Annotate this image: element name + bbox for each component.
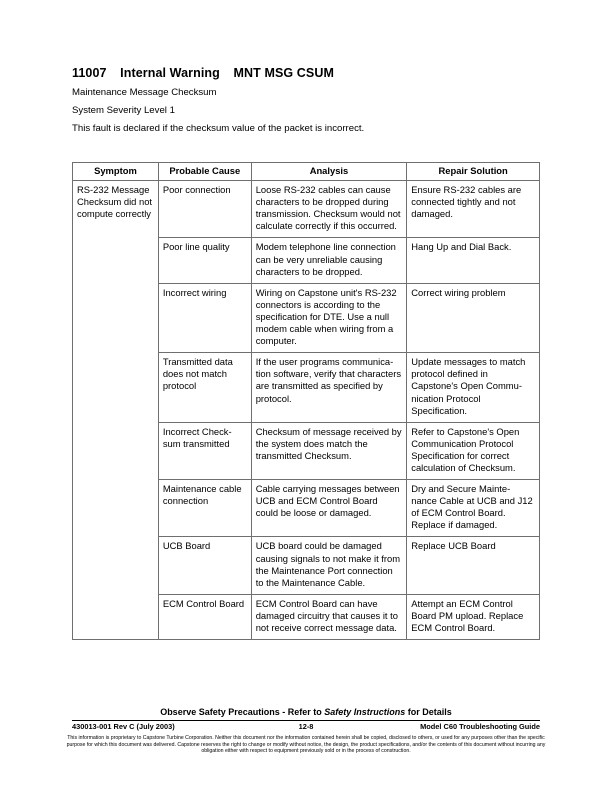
fault-declaration: This fault is declared if the checksum value of the packet is incorrect. bbox=[72, 123, 365, 134]
analysis-cell: ECM Control Board can have damaged circuitry that causes it to not receive correct message data. bbox=[251, 594, 407, 639]
page-title bbox=[72, 66, 344, 80]
cause-cell: Incorrect Check-sum transmitted bbox=[158, 422, 251, 479]
header-repair-solution: Repair Solution bbox=[407, 163, 540, 181]
cause-cell: Poor connection bbox=[158, 181, 251, 238]
repair-cell: Replace UCB Board bbox=[407, 537, 540, 594]
symptom-cell: RS-232 Message Checksum did not compute correctly bbox=[73, 181, 159, 640]
safety-note-italic: Safety Instructions bbox=[324, 707, 406, 717]
repair-cell: Correct wiring problem bbox=[407, 283, 540, 352]
fault-mnemonic: MNT MSG CSUM bbox=[233, 66, 334, 80]
cause-cell: Poor line quality bbox=[158, 238, 251, 283]
safety-note-prefix: Observe Safety Precautions - Refer to bbox=[160, 707, 325, 717]
header-analysis: Analysis bbox=[251, 163, 407, 181]
troubleshooting-table bbox=[72, 162, 540, 640]
repair-cell: Update messages to match protocol defined in Capstone's Open Commu-nication Protocol Specification. bbox=[407, 353, 540, 422]
fault-code: 11007 bbox=[72, 66, 107, 80]
safety-note bbox=[0, 707, 612, 717]
cause-cell: Maintenance cable connection bbox=[158, 480, 251, 537]
fault-full-name: Maintenance Message Checksum bbox=[72, 87, 217, 98]
severity-level: System Severity Level 1 bbox=[72, 105, 175, 116]
doc-number: 430013-001 Rev C (July 2003) bbox=[72, 722, 175, 731]
cause-cell: Incorrect wiring bbox=[158, 283, 251, 352]
table-row bbox=[73, 181, 540, 238]
cause-cell: UCB Board bbox=[158, 537, 251, 594]
analysis-cell: Checksum of message received by the system does match the transmitted Checksum. bbox=[251, 422, 407, 479]
analysis-cell: Wiring on Capstone unit's RS-232 connectors is according to the specification for DTE. Use a null modem cable when wiring from a computer. bbox=[251, 283, 407, 352]
repair-cell: Refer to Capstone's Open Communication Protocol Specification for correct calculation of Checksum. bbox=[407, 422, 540, 479]
footer-divider bbox=[72, 720, 540, 721]
repair-cell: Attempt an ECM Control Board PM upload. Replace ECM Control Board. bbox=[407, 594, 540, 639]
cause-cell: Transmitted data does not match protocol bbox=[158, 353, 251, 422]
repair-cell: Dry and Secure Mainte-nance Cable at UCB and J12 of ECM Control Board. Replace if damaged. bbox=[407, 480, 540, 537]
header-symptom: Symptom bbox=[73, 163, 159, 181]
page-number: 12-8 bbox=[298, 722, 314, 731]
repair-cell: Hang Up and Dial Back. bbox=[407, 238, 540, 283]
guide-title: Model C60 Troubleshooting Guide bbox=[420, 722, 540, 731]
header-probable-cause: Probable Cause bbox=[158, 163, 251, 181]
safety-note-suffix: for Details bbox=[405, 707, 452, 717]
analysis-cell: Cable carrying messages between UCB and ECM Control Board could be loose or damaged. bbox=[251, 480, 407, 537]
legal-notice: This information is proprietary to Capstone Turbine Corporation. Neither this document nor the information contained herein shall be copied, disclosed to others, or used for any purposes other than the specific purpose for which this document was delivered. Capstone reserves the right to change or modify without notice, the design, the product specifications, and/or the contents of this document without incurring any obligation either with respect to equipment previously sold or in the process of construction. bbox=[66, 735, 546, 755]
analysis-cell: If the user programs communica-tion software, verify that characters are transmitted as specified by protocol. bbox=[251, 353, 407, 422]
fault-title: Internal Warning bbox=[120, 66, 220, 80]
repair-cell: Ensure RS-232 cables are connected tightly and not damaged. bbox=[407, 181, 540, 238]
analysis-cell: Loose RS-232 cables can cause characters to be dropped during transmission. Checksum would not calculate correctly if this occurred. bbox=[251, 181, 407, 238]
cause-cell: ECM Control Board bbox=[158, 594, 251, 639]
analysis-cell: Modem telephone line connection can be very unreliable causing characters to be dropped. bbox=[251, 238, 407, 283]
table-header-row bbox=[73, 163, 540, 181]
analysis-cell: UCB board could be damaged causing signals to not make it from the Maintenance Port connection to the Maintenance Cable. bbox=[251, 537, 407, 594]
